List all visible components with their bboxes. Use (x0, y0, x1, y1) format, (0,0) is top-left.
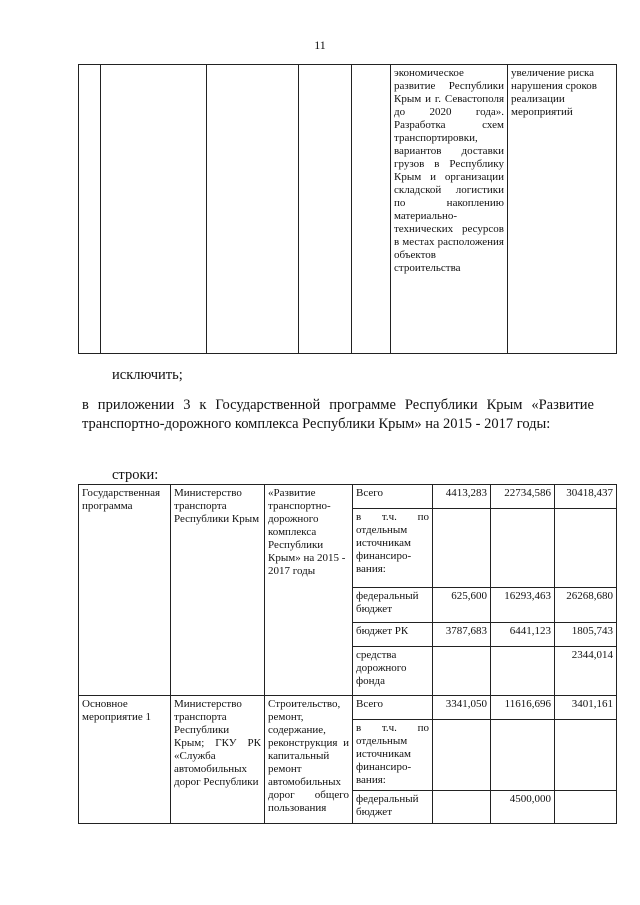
value-2015: 3787,683 (433, 623, 491, 647)
value-2017: 1805,743 (555, 623, 617, 647)
value-2015 (433, 720, 491, 791)
source-label: федеральный бюджет (353, 588, 433, 623)
value-2015 (433, 791, 491, 824)
value-2016 (491, 647, 555, 696)
measure-cell: экономическое развитие Республики Крым и г. Севастополя до 2020 года». Разработка схем транспортировки, вариантов доставки грузов в Республику Крым и организации складской логистики по накоплению материально-технических ресурсов в местах расположения объектов строительства (391, 65, 508, 354)
value-2015: 3341,050 (433, 696, 491, 720)
source-label: в т.ч. по отдельным источникам финансиро-вания: (353, 720, 433, 791)
name-cell: Строительство, ремонт, содержание, реконструкция и капитальный ремонт автомобильных дорог общего пользования (265, 696, 353, 824)
value-2015: 625,600 (433, 588, 491, 623)
empty-cell (352, 65, 391, 354)
appendix-instruction: в приложении 3 к Государственной программе Республики Крым «Развитие транспортно-дорожного комплекса Республики Крым» на 2015 - 2017 годы: (82, 397, 594, 432)
value-2017 (555, 509, 617, 588)
source-label: бюджет РК (353, 623, 433, 647)
empty-cell (101, 65, 207, 354)
value-2017: 2344,014 (555, 647, 617, 696)
exclude-instruction: исключить; (112, 367, 183, 383)
source-label: Всего (353, 696, 433, 720)
source-label: Всего (353, 485, 433, 509)
source-label: федеральный бюджет (353, 791, 433, 824)
value-2016 (491, 509, 555, 588)
value-2017: 26268,680 (555, 588, 617, 623)
value-2017: 30418,437 (555, 485, 617, 509)
value-2015 (433, 647, 491, 696)
empty-cell (207, 65, 299, 354)
source-label: средства дорожного фонда (353, 647, 433, 696)
value-2016 (491, 720, 555, 791)
top-table (78, 64, 617, 354)
empty-cell (79, 65, 101, 354)
value-2016: 4500,000 (491, 791, 555, 824)
value-2017 (555, 720, 617, 791)
executor-cell: Министерство транспорта Республики Крым; ГКУ РК «Служба автомобильных дорог Республики (171, 696, 265, 824)
page-number: 11 (314, 38, 326, 52)
value-2015 (433, 509, 491, 588)
value-2015: 4413,283 (433, 485, 491, 509)
value-2016: 11616,696 (491, 696, 555, 720)
table-row (79, 696, 617, 720)
status-cell: Основное мероприятие 1 (79, 696, 171, 824)
value-2017 (555, 791, 617, 824)
program-table (78, 484, 617, 824)
status-cell: Государственная программа (79, 485, 171, 696)
name-cell: «Развитие транспортно-дорожного комплекса Республики Крым» на 2015 - 2017 годы (265, 485, 353, 696)
empty-cell (299, 65, 352, 354)
value-2016: 6441,123 (491, 623, 555, 647)
risk-cell: увеличение риска нарушения сроков реализации мероприятий (508, 65, 617, 354)
source-label: в т.ч. по отдельным источникам финансиро-вания: (353, 509, 433, 588)
value-2017: 3401,161 (555, 696, 617, 720)
lines-instruction: строки: (112, 467, 159, 483)
value-2016: 22734,586 (491, 485, 555, 509)
table-row (79, 485, 617, 509)
executor-cell: Министерство транспорта Республики Крым (171, 485, 265, 696)
value-2016: 16293,463 (491, 588, 555, 623)
